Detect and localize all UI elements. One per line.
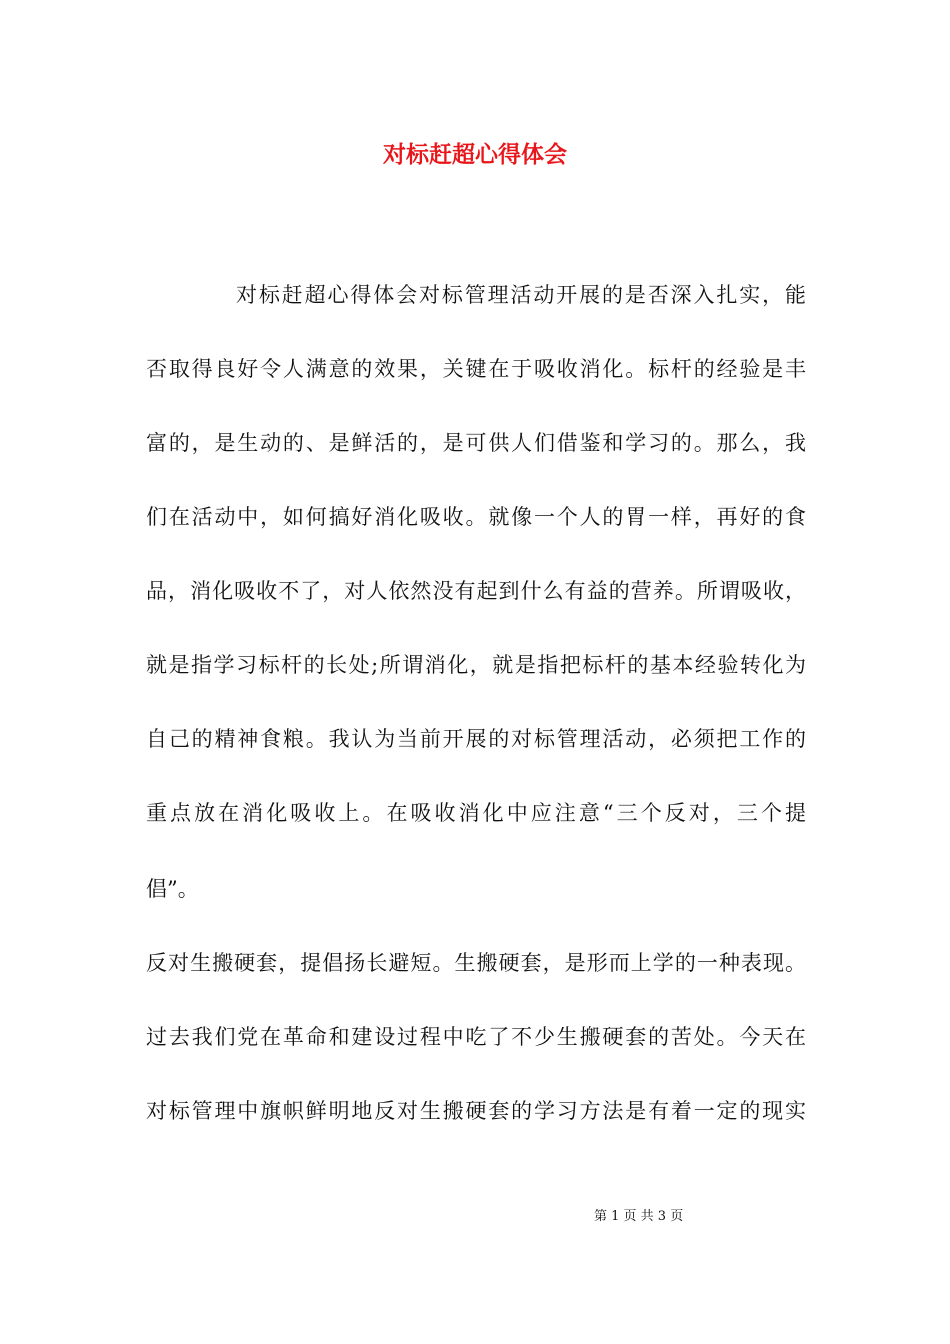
paragraph-line: 们在活动中，如何搞好消化吸收。就像一个人的胃一样，再好的食 bbox=[146, 505, 806, 529]
paragraph-line: 品，消化吸收不了，对人依然没有起到什么有益的营养。所谓吸收， bbox=[146, 579, 806, 603]
paragraph-line: 否取得良好令人满意的效果，关键在于吸收消化。标杆的经验是丰 bbox=[146, 357, 806, 381]
paragraph-line: 倡”。 bbox=[146, 877, 199, 901]
paragraph-line: 就是指学习标杆的长处;所谓消化，就是指把标杆的基本经验转化为 bbox=[146, 653, 806, 677]
paragraph-line: 过去我们党在革命和建设过程中吃了不少生搬硬套的苦处。今天在 bbox=[146, 1025, 806, 1049]
page-number-footer: 第 1 页 共 3 页 bbox=[594, 1209, 684, 1224]
paragraph-line: 对标管理中旗帜鲜明地反对生搬硬套的学习方法是有着一定的现实 bbox=[146, 1099, 806, 1123]
paragraph-line: 富的，是生动的、是鲜活的，是可供人们借鉴和学习的。那么，我 bbox=[146, 431, 806, 455]
paragraph-line: 自己的精神食粮。我认为当前开展的对标管理活动，必须把工作的 bbox=[146, 727, 806, 751]
paragraph-line: 对标赶超心得体会对标管理活动开展的是否深入扎实，能 bbox=[236, 283, 806, 307]
paragraph-line: 重点放在消化吸收上。在吸收消化中应注意“三个反对，三个提 bbox=[146, 801, 806, 825]
document-title: 对标赶超心得体会 bbox=[383, 141, 567, 168]
paragraph-line: 反对生搬硬套，提倡扬长避短。生搬硬套，是形而上学的一种表现。 bbox=[146, 951, 806, 975]
